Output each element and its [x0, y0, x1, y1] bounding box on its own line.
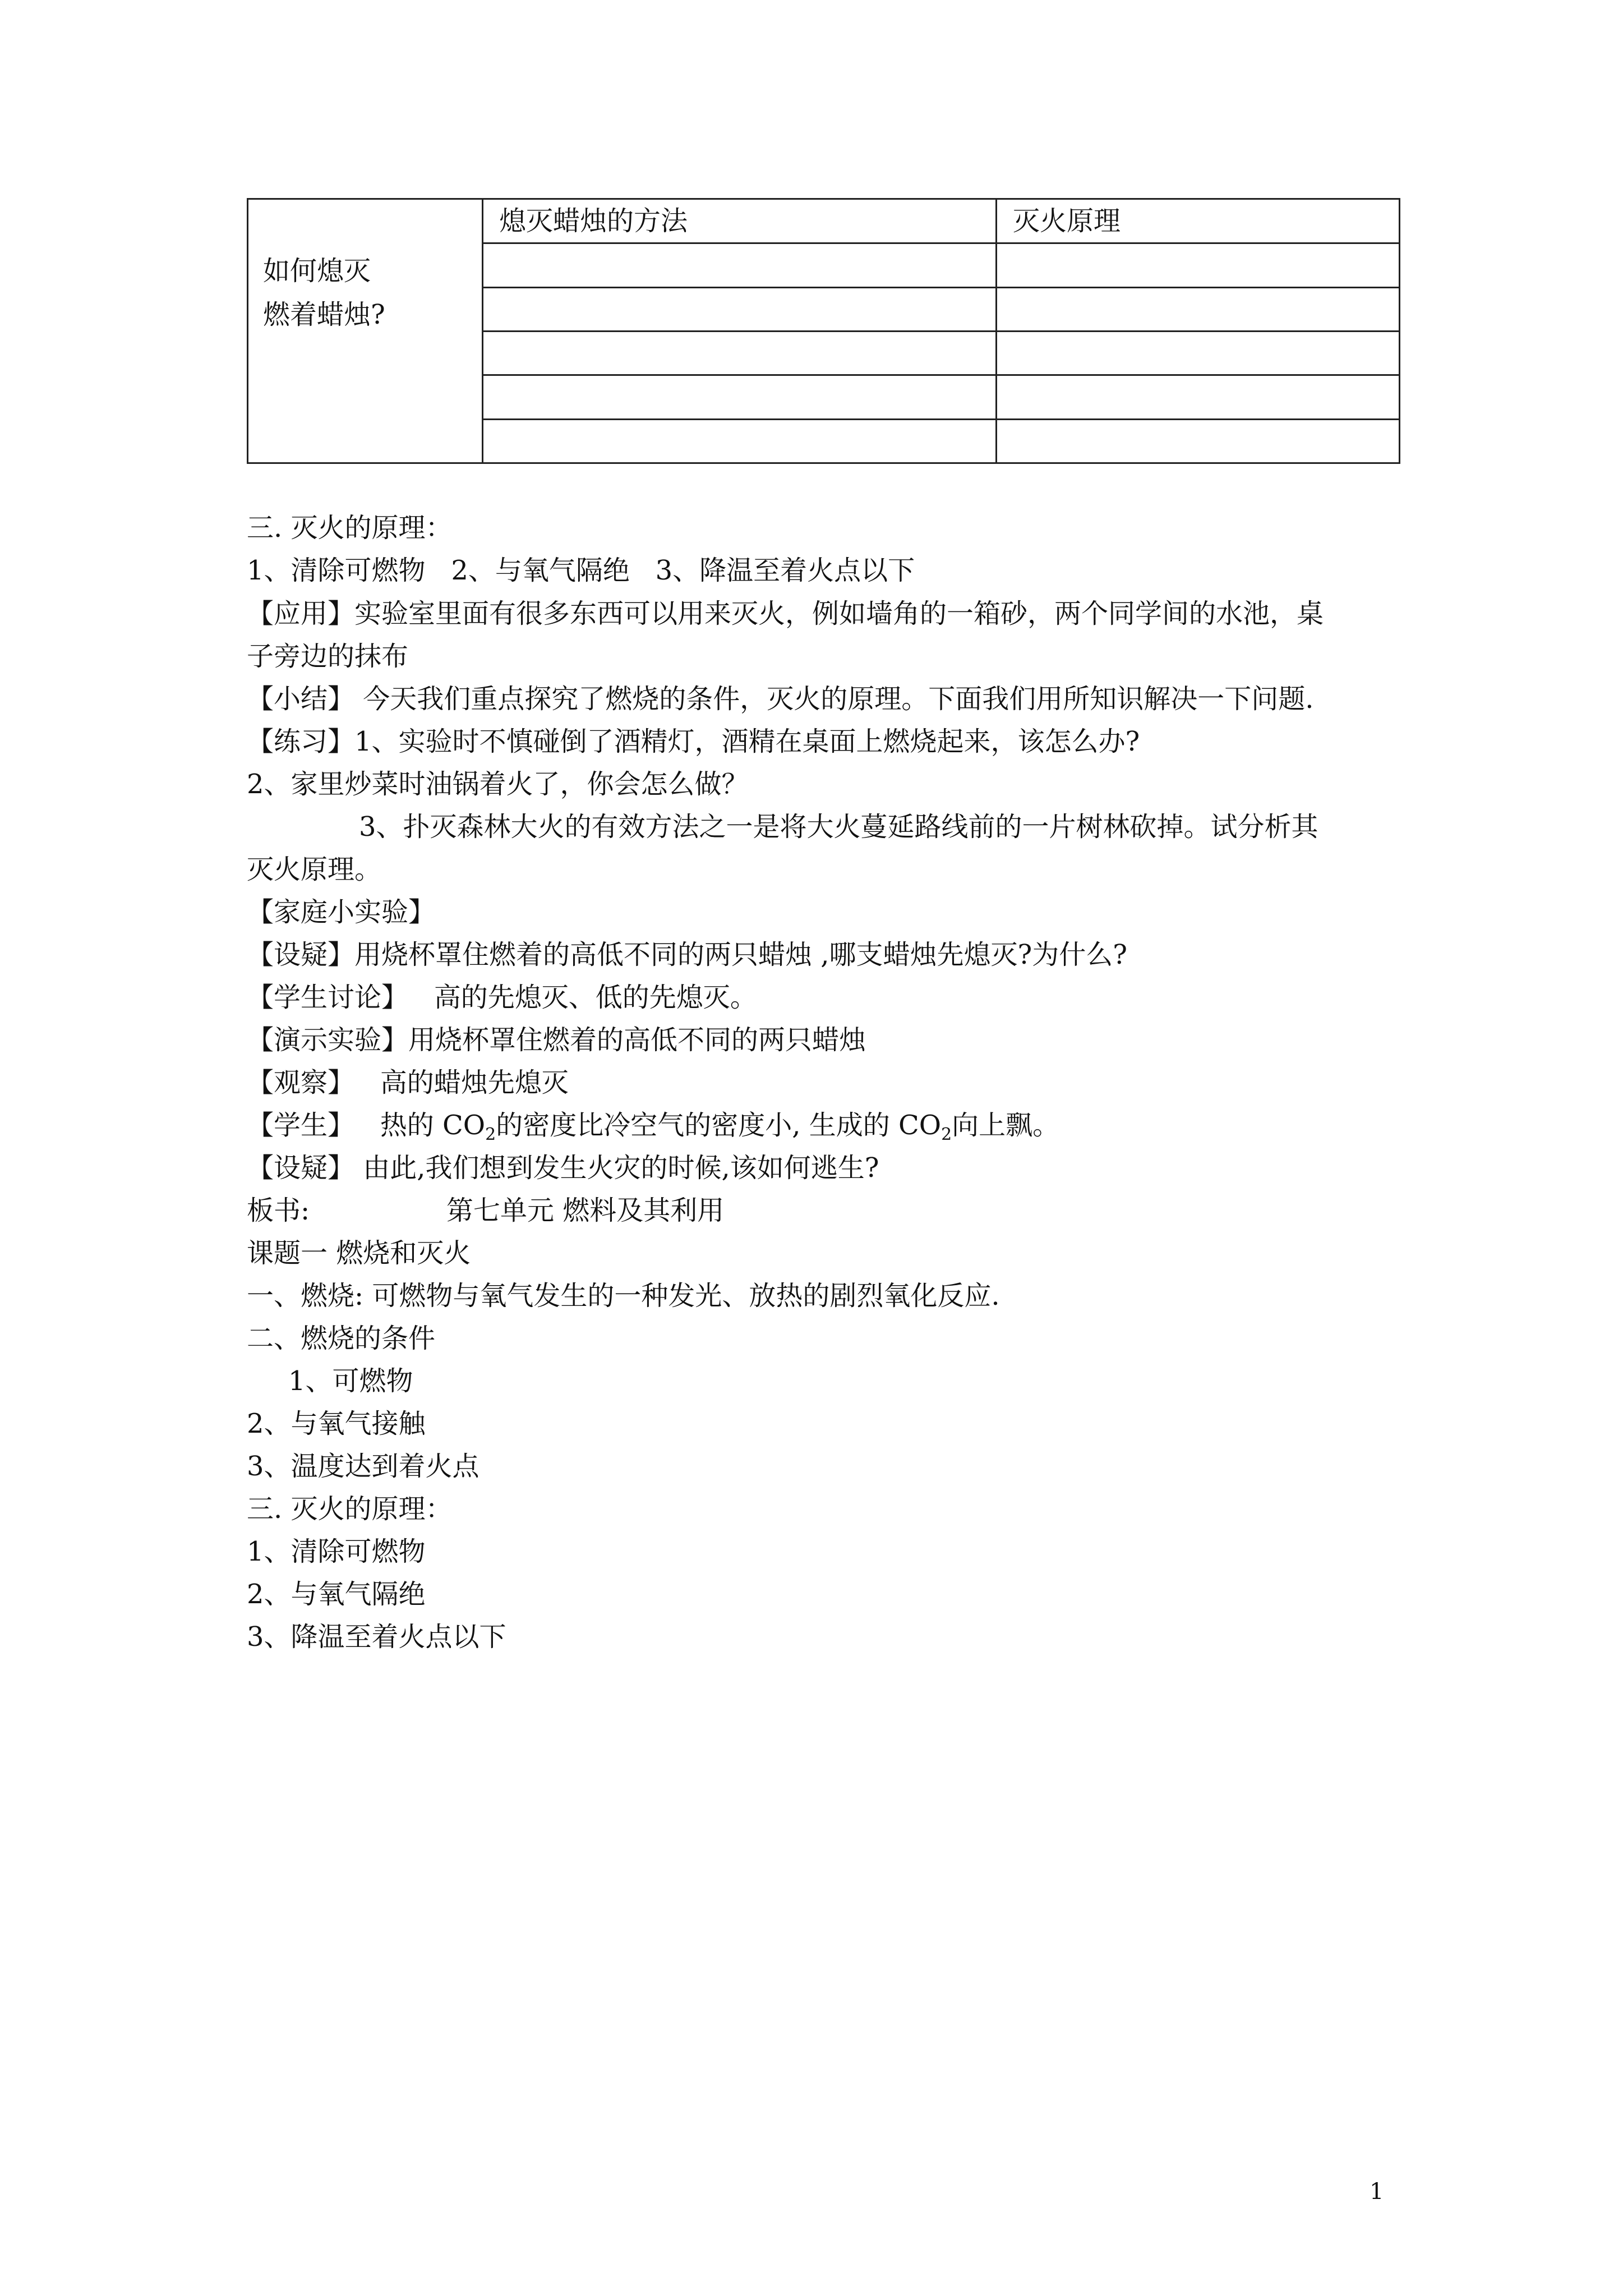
text-line — [247, 939, 1402, 970]
text-line — [247, 854, 1402, 885]
text-content: 【学生】 热的 CO — [247, 1110, 486, 1141]
table-cell — [997, 243, 1400, 287]
table-cell — [997, 375, 1400, 419]
page-number: 1 — [1370, 2179, 1384, 2205]
section-heading: 三. 灭火的原理： — [247, 512, 453, 544]
lesson-title: 课题一 燃烧和灭火 — [247, 1237, 471, 1269]
text-line — [247, 726, 1402, 757]
text-content: 2、与氧气接触 — [247, 1408, 426, 1439]
table-cell — [997, 332, 1400, 375]
text-line — [247, 1280, 1402, 1312]
text-content: 【家庭小实验】 — [247, 896, 436, 928]
text-line — [247, 1579, 1402, 1610]
text-line — [247, 1493, 1402, 1525]
text-line — [247, 512, 1402, 544]
table-side-label-cell — [248, 199, 483, 463]
text-content: 【设疑】用烧杯罩住燃着的高低不同的两只蜡烛 ,哪支蜡烛先熄灭?为什么? — [247, 939, 1127, 970]
text-content: 【小结】 今天我们重点探究了燃烧的条件，灭火的原理。下面我们用所知识解决一下问题. — [247, 683, 1314, 715]
text-content: 【学生讨论】 高的先熄灭、低的先熄灭。 — [247, 982, 757, 1013]
text-content: 1、清除可燃物 2、与氧气隔绝 3、降温至着火点以下 — [247, 555, 915, 586]
text-content: 1、清除可燃物 — [247, 1536, 426, 1567]
section-heading: 三. 灭火的原理： — [247, 1493, 453, 1525]
text-content: 3、温度达到着火点 — [247, 1451, 479, 1482]
text-line — [247, 1237, 1402, 1269]
text-line — [247, 683, 1402, 715]
table-header-method: 熄灭蜡烛的方法 — [483, 199, 997, 243]
board-label: 板书: — [247, 1195, 310, 1226]
text-line — [247, 1067, 1402, 1098]
table-header-principle: 灭火原理 — [997, 199, 1400, 243]
text-line — [247, 1621, 1402, 1653]
text-line — [288, 1365, 1444, 1397]
text-content: 【演示实验】用烧杯罩住燃着的高低不同的两只蜡烛 — [247, 1024, 866, 1056]
table-cell — [483, 243, 997, 287]
text-line — [247, 1323, 1402, 1354]
text-content: 的密度比冷空气的密度小, 生成的 CO — [496, 1110, 942, 1141]
subscript: 2 — [485, 1125, 496, 1144]
text-content: 【设疑】 由此,我们想到发生火灾的时候,该如何逃生? — [247, 1152, 879, 1184]
text-content: 3、降温至着火点以下 — [247, 1621, 506, 1653]
text-content: 3、扑灭森林大火的有效方法之一是将大火蔓延路线前的一片树林砍掉。试分析其 — [359, 811, 1318, 843]
text-line — [247, 982, 1402, 1013]
text-content: 向上飘。 — [952, 1110, 1060, 1141]
table-cell — [483, 375, 997, 419]
text-content: 2、与氧气隔绝 — [247, 1579, 426, 1610]
table-header-row — [248, 199, 1400, 243]
text-line — [247, 1195, 1402, 1226]
table-cell — [997, 287, 1400, 331]
table-cell — [483, 419, 997, 463]
text-line — [247, 1408, 1402, 1439]
text-line — [247, 1024, 1402, 1056]
text-line — [247, 1110, 1402, 1144]
text-line — [247, 555, 1402, 586]
text-content: 灭火原理。 — [247, 854, 382, 885]
text-line — [247, 641, 1402, 672]
text-content: 【练习】1、实验时不慎碰倒了酒精灯，酒精在桌面上燃烧起来，该怎么办? — [247, 726, 1140, 757]
unit-title: 第七单元 燃料及其利用 — [446, 1195, 725, 1226]
text-line — [247, 598, 1402, 629]
table-cell — [483, 332, 997, 375]
table-side-label-line2: 燃着蜡烛? — [263, 299, 385, 330]
text-content: 【观察】 高的蜡烛先熄灭 — [247, 1067, 569, 1098]
table-side-label-line1: 如何熄灭 — [263, 255, 371, 287]
text-content: 【应用】实验室里面有很多东西可以用来灭火，例如墙角的一箱砂，两个同学间的水池，桌 — [247, 598, 1324, 629]
text-line — [247, 1536, 1402, 1567]
table-cell — [483, 287, 997, 331]
text-content: 一、燃烧: 可燃物与氧气发生的一种发光、放热的剧烈氧化反应. — [247, 1280, 1000, 1312]
text-line — [247, 896, 1402, 928]
text-content: 1、可燃物 — [288, 1365, 413, 1397]
text-line — [247, 1152, 1402, 1184]
text-line — [247, 769, 1402, 800]
text-content: 子旁边的抹布 — [247, 641, 409, 672]
subscript: 2 — [941, 1125, 952, 1144]
text-line — [359, 811, 1402, 843]
section-heading: 二、燃烧的条件 — [247, 1323, 436, 1354]
text-content: 2、家里炒菜时油锅着火了，你会怎么做？ — [247, 769, 749, 800]
table-cell — [997, 419, 1400, 463]
text-line — [247, 1451, 1402, 1482]
candle-extinguish-table — [247, 198, 1400, 464]
